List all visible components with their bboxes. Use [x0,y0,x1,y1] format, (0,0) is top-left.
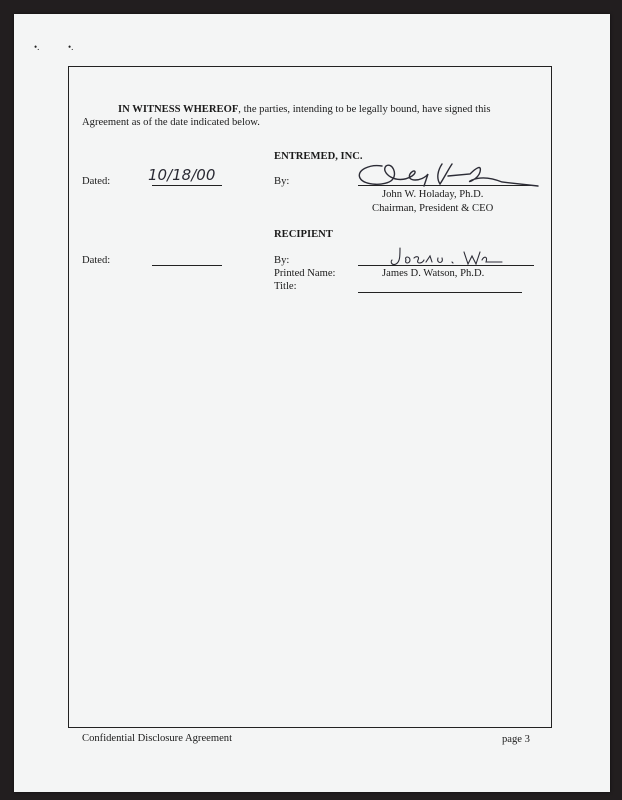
signature-holaday-stroke [359,164,538,186]
recipient-dated-label: Dated: [82,255,111,266]
printed-name-value: James D. Watson, Ph.D. [382,268,485,279]
witness-paragraph-line1 [118,103,490,116]
witness-paragraph-line2: Agreement as of the date indicated below. [82,117,260,128]
signer-title: Chairman, President & CEO [372,203,494,214]
witness-lead: IN WITNESS WHEREOF [118,104,239,115]
printed-name-label: Printed Name: [274,268,336,279]
recipient-date-line [152,265,222,266]
title-line [358,292,522,293]
signer-name: John W. Holaday, Ph.D. [382,189,484,200]
recipient-by-label: By: [274,255,290,266]
signature-watson-stroke [391,248,502,265]
by-label: By: [274,176,290,187]
signature-holaday [352,156,542,192]
scan-speck: •. [34,42,40,52]
handwritten-date-text: 10/18/00 [148,166,216,184]
signature-watson [386,244,506,268]
witness-text: , the parties, intending to be legally bound, have signed this [238,104,491,115]
dated-label: Dated: [82,176,111,187]
company-name: ENTREMED, INC. [274,151,363,162]
document-page [14,14,610,792]
scan-speck: •. [68,42,74,52]
footer-document-name: Confidential Disclosure Agreement [82,733,233,744]
handwritten-date [142,162,224,186]
title-label: Title: [274,281,297,292]
footer-page-number: page 3 [502,734,530,745]
recipient-heading: RECIPIENT [274,229,333,240]
